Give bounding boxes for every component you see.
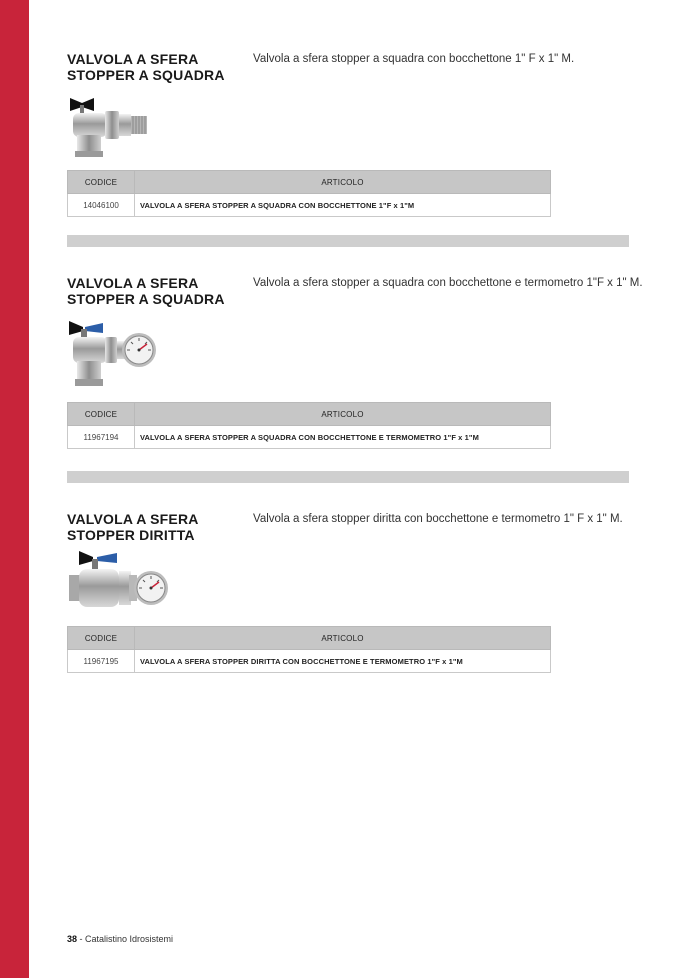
product-article: VALVOLA A SFERA STOPPER DIRITTA CON BOCCHETTONE E TERMOMETRO 1"F x 1"M bbox=[135, 650, 551, 673]
product-description: Valvola a sfera stopper diritta con bocchettone e termometro 1" F x 1" M. bbox=[253, 513, 623, 525]
column-header-code: CODICE bbox=[68, 403, 135, 426]
catalog-name: Catalistino Idrosistemi bbox=[85, 934, 174, 944]
product-table bbox=[67, 402, 551, 449]
product-section-3 bbox=[67, 511, 632, 681]
product-title-line1: VALVOLA A SFERA bbox=[67, 511, 199, 527]
product-article: VALVOLA A SFERA STOPPER A SQUADRA CON BOCCHETTONE E TERMOMETRO 1"F x 1"M bbox=[135, 426, 551, 449]
angle-ball-valve-image bbox=[67, 93, 152, 159]
product-code: 14046100 bbox=[68, 194, 135, 217]
footer-separator: - bbox=[77, 934, 86, 944]
product-title-line2: STOPPER A SQUADRA bbox=[67, 291, 225, 307]
product-table bbox=[67, 626, 551, 673]
product-code: 11967195 bbox=[68, 650, 135, 673]
column-header-code: CODICE bbox=[68, 171, 135, 194]
product-title bbox=[67, 511, 242, 543]
page-footer bbox=[67, 934, 173, 944]
column-header-article: ARTICOLO bbox=[135, 171, 551, 194]
column-header-code: CODICE bbox=[68, 627, 135, 650]
product-section-1 bbox=[67, 51, 632, 221]
table-header-row bbox=[68, 627, 551, 650]
section-divider bbox=[67, 471, 629, 483]
product-description: Valvola a sfera stopper a squadra con bocchettone 1" F x 1" M. bbox=[253, 53, 575, 65]
table-row bbox=[68, 426, 551, 449]
product-title-line2: STOPPER DIRITTA bbox=[67, 527, 195, 543]
product-section-2 bbox=[67, 275, 643, 455]
angle-ball-valve-with-thermometer-image bbox=[67, 319, 162, 389]
product-title-line1: VALVOLA A SFERA bbox=[67, 51, 199, 67]
product-title bbox=[67, 51, 242, 83]
column-header-article: ARTICOLO bbox=[135, 403, 551, 426]
table-row bbox=[68, 194, 551, 217]
section-divider bbox=[67, 235, 629, 247]
table-row bbox=[68, 650, 551, 673]
table-header-row bbox=[68, 403, 551, 426]
product-title-line2: STOPPER A SQUADRA bbox=[67, 67, 225, 83]
product-article: VALVOLA A SFERA STOPPER A SQUADRA CON BOCCHETTONE 1"F x 1"M bbox=[135, 194, 551, 217]
product-description: Valvola a sfera stopper a squadra con bocchettone e termometro 1"F x 1" M. bbox=[253, 277, 643, 289]
column-header-article: ARTICOLO bbox=[135, 627, 551, 650]
table-header-row bbox=[68, 171, 551, 194]
product-title-line1: VALVOLA A SFERA bbox=[67, 275, 199, 291]
product-code: 11967194 bbox=[68, 426, 135, 449]
page-number: 38 bbox=[67, 934, 78, 944]
product-title bbox=[67, 275, 242, 307]
straight-ball-valve-with-thermometer-image bbox=[67, 549, 172, 609]
side-accent-bar bbox=[0, 0, 29, 978]
product-table bbox=[67, 170, 551, 217]
